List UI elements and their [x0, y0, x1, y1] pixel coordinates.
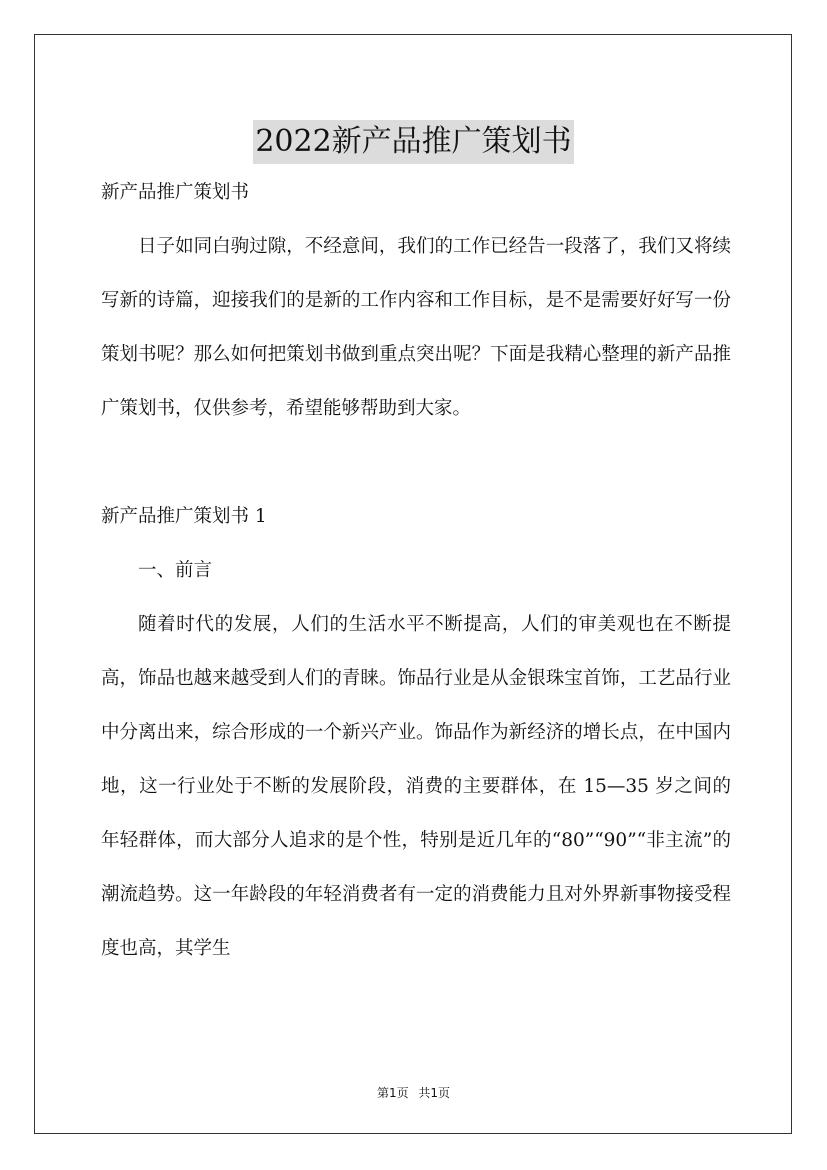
section-heading: 新产品推广策划书 1 — [101, 506, 267, 527]
page-number-total: 共1页 — [418, 1086, 451, 1100]
subsection-heading: 一、前言 — [138, 560, 213, 581]
intro-heading: 新产品推广策划书 — [101, 182, 250, 203]
page-footer — [0, 1084, 827, 1101]
document-title: 2022新产品推广策划书 — [253, 120, 573, 164]
intro-paragraph: 日子如同白驹过隙，不经意间，我们的工作已经告一段落了，我们又将续写新的诗篇，迎接我们的是新的工作内容和工作目标，是不是需要好好写一份策划书呢？那么如何把策划书做到重点突出呢？下面是我精心整理的新产品推广策划书，仅供参考，希望能够帮助到大家。 — [101, 236, 731, 419]
body-paragraph: 随着时代的发展，人们的生活水平不断提高，人们的审美观也在不断提高，饰品也越来越受到人们的青睐。饰品行业是从金银珠宝首饰，工艺品行业中分离出来，综合形成的一个新兴产业。饰品作为新经济的增长点，在中国内地，这一行业处于不断的发展阶段，消费的主要群体，在 15—35 岁之间的年轻群体，而大部分人追求的是个性，特别是近几年的“80”“90”“非主流”的潮流趋势。这一年龄段的年轻消费者有一定的消费能力且对外界新事物接受程度也高，其学生 — [101, 614, 731, 959]
document-body — [101, 166, 731, 976]
page-number-current: 第1页 — [376, 1086, 409, 1100]
paragraph-gap — [101, 436, 731, 490]
